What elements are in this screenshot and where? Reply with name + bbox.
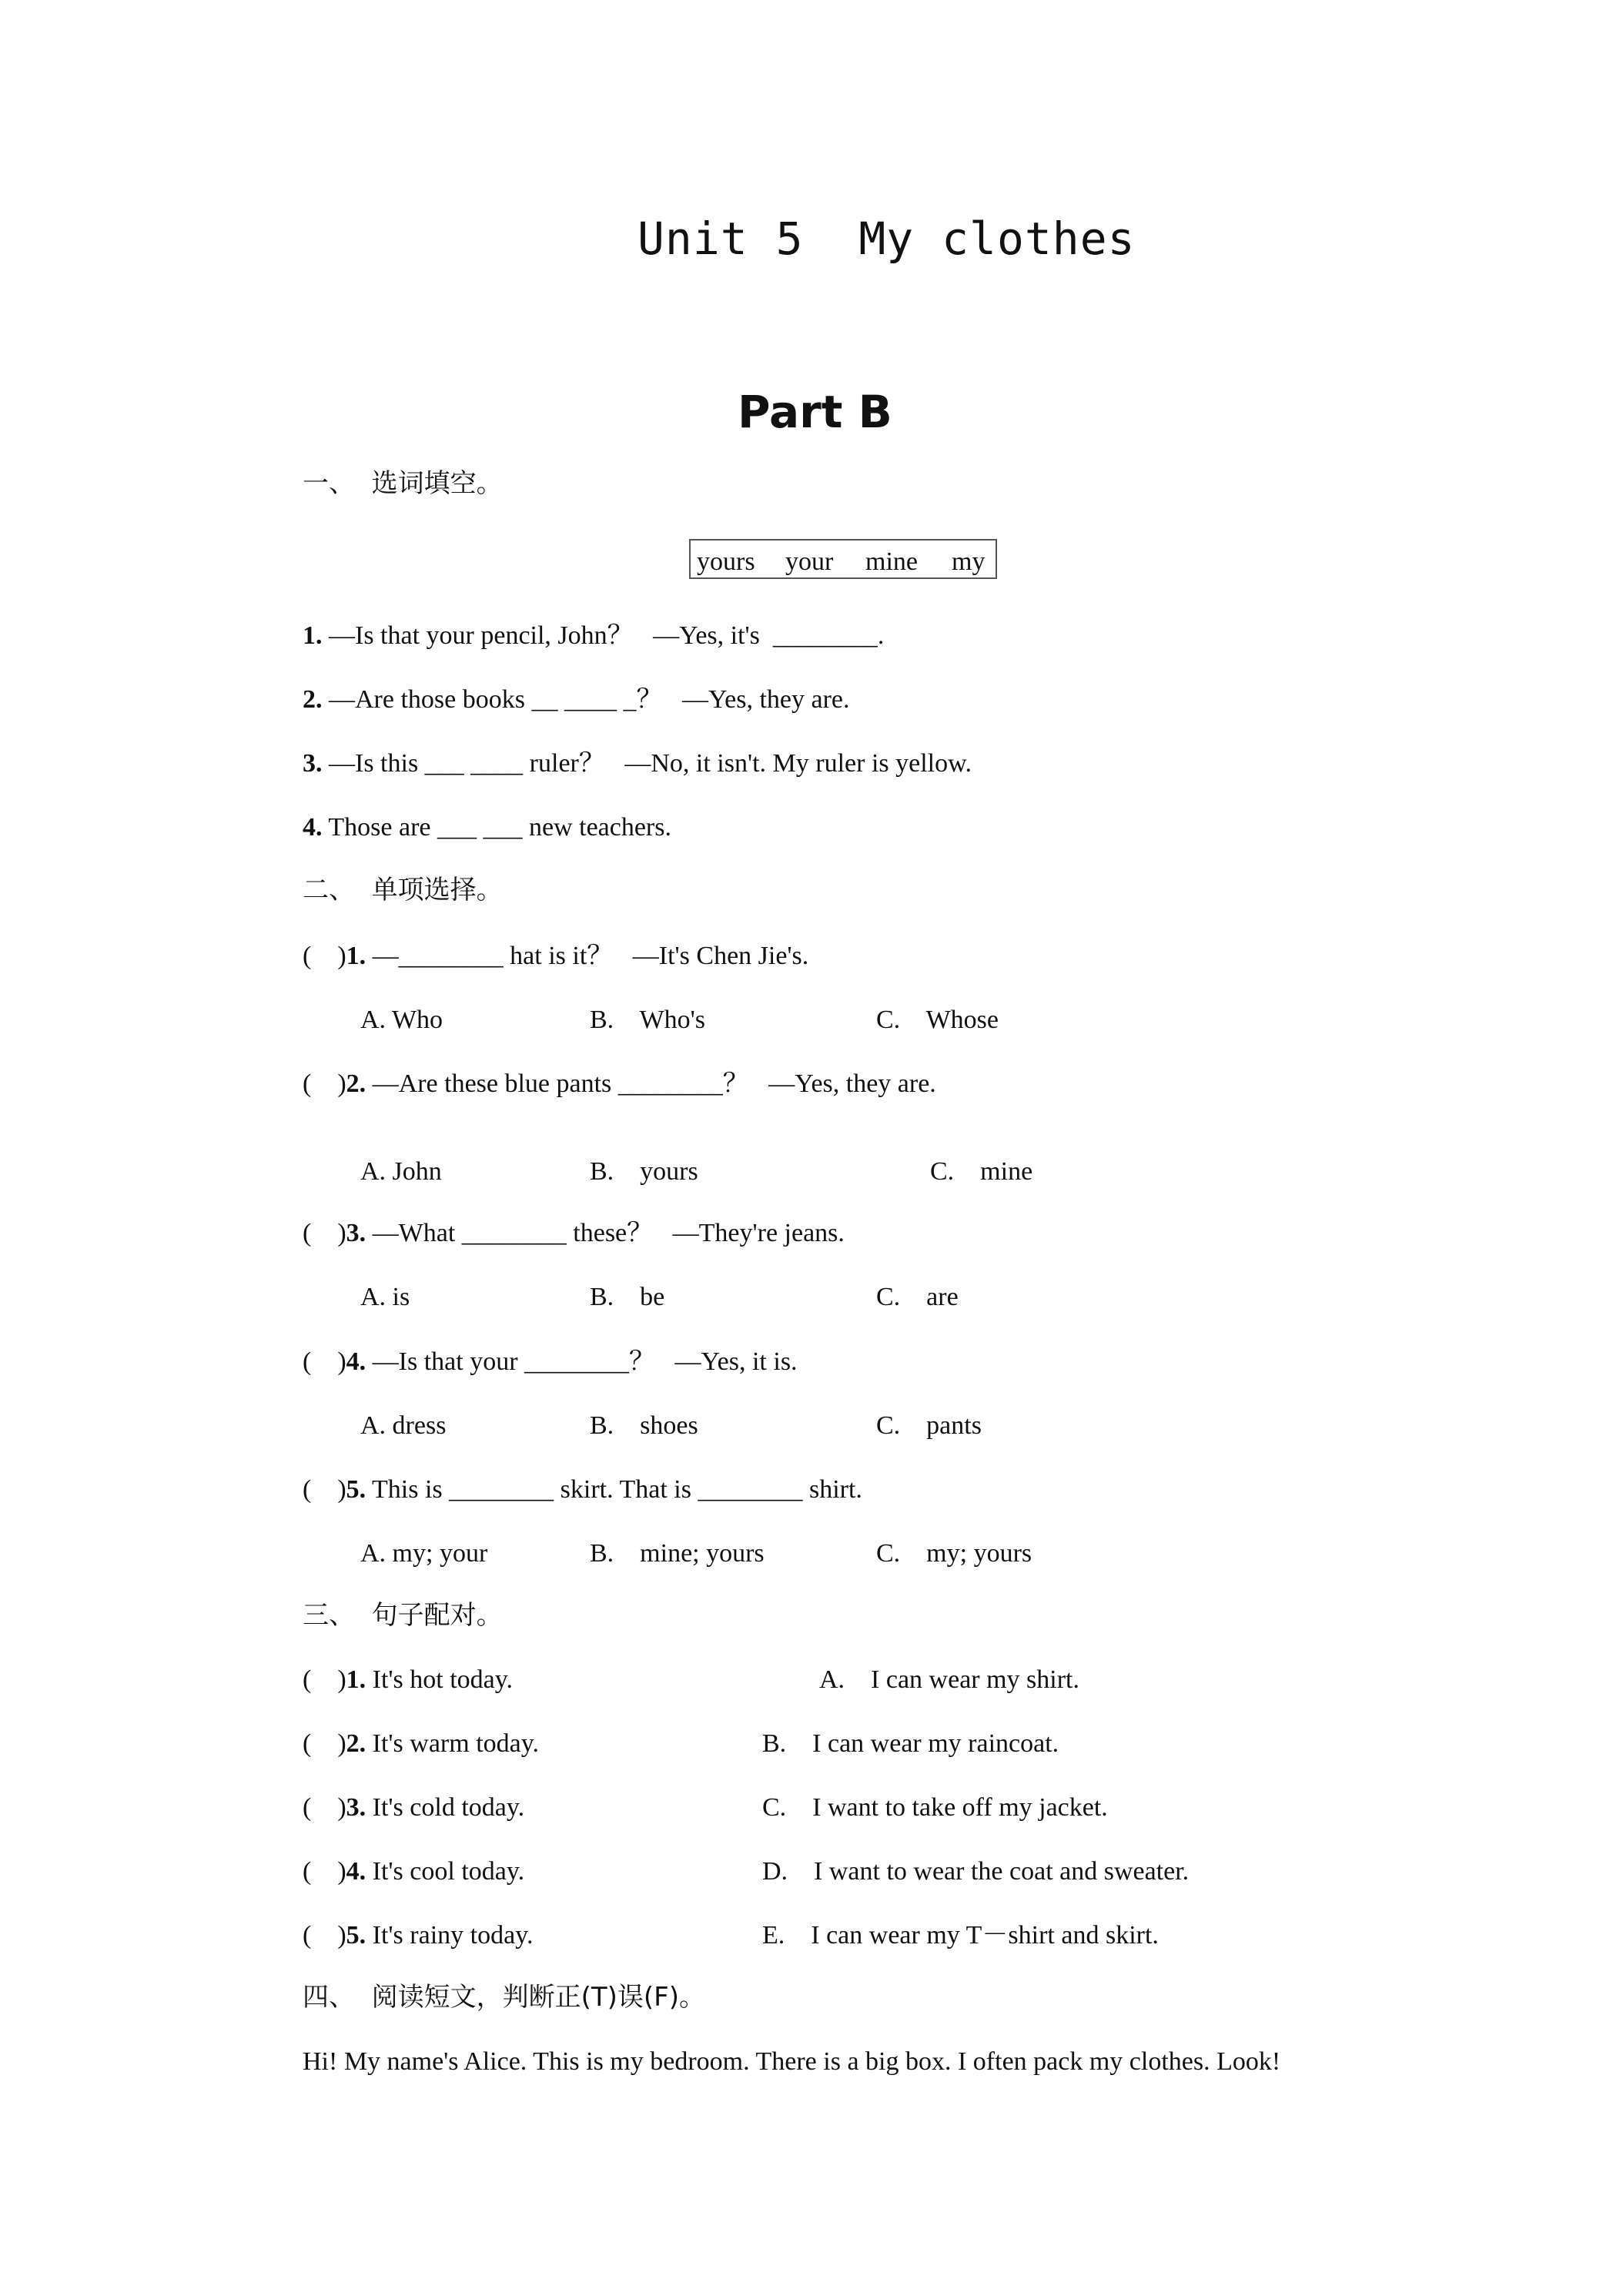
match-question-3 bbox=[303, 1792, 524, 1823]
question-text: Those are ___ ___ new teachers. bbox=[322, 813, 671, 842]
question-text: —________ hat is it？ —It's Chen Jie's. bbox=[366, 942, 809, 970]
mcq-option-b: B. shoes bbox=[590, 1411, 698, 1440]
question-text: —What ________ these？ —They're jeans. bbox=[366, 1219, 845, 1247]
question-number: 3. bbox=[303, 749, 323, 778]
reading-passage: Hi! My name's Alice. This is my bedroom. There is a big box. I often pack my clothes. Look! bbox=[303, 2047, 1281, 2076]
question-number: 5. bbox=[346, 1921, 366, 1950]
mcq-option-b: B. yours bbox=[590, 1157, 698, 1186]
mcq-option-a: A. John bbox=[360, 1157, 442, 1186]
match-question-4 bbox=[303, 1856, 524, 1887]
word-bank-box bbox=[689, 539, 997, 579]
mcq-option-b: B. mine; yours bbox=[590, 1539, 765, 1568]
section-heading-reading: 四、 阅读短文，判断正(T)误(F)。 bbox=[303, 1982, 705, 2013]
question-text: It's cold today. bbox=[366, 1793, 525, 1822]
question-text: —Are those books __ ____ _？ —Yes, they are. bbox=[322, 685, 850, 714]
answer-blank: ( ) bbox=[303, 1665, 346, 1694]
question-number: 1. bbox=[346, 1665, 366, 1694]
match-question-2 bbox=[303, 1729, 539, 1759]
question-number: 2. bbox=[303, 685, 323, 714]
mcq-question-1 bbox=[303, 941, 808, 972]
question-number: 4. bbox=[303, 813, 323, 842]
answer-blank: ( ) bbox=[303, 1857, 346, 1886]
question-text: It's warm today. bbox=[366, 1729, 540, 1758]
word-bank-item: my bbox=[952, 547, 986, 576]
word-bank-item: yours bbox=[697, 547, 755, 576]
question-text: It's hot today. bbox=[366, 1665, 514, 1694]
section-heading-fill-blanks: 一、 选词填空。 bbox=[303, 468, 503, 499]
part-heading: Part B bbox=[738, 386, 892, 438]
question-text: —Is this ___ ____ ruler？ —No, it isn't. My ruler is yellow. bbox=[322, 749, 972, 778]
question-number: 1. bbox=[303, 621, 323, 650]
fill-question-1 bbox=[303, 621, 884, 651]
question-text: It's cool today. bbox=[366, 1857, 525, 1886]
question-number: 4. bbox=[346, 1857, 366, 1886]
mcq-option-c: C. Whose bbox=[876, 1006, 999, 1034]
mcq-option-b: B. be bbox=[590, 1283, 665, 1311]
answer-blank: ( ) bbox=[303, 1347, 346, 1376]
match-option-a: A. I can wear my shirt. bbox=[819, 1665, 1080, 1694]
fill-question-2 bbox=[303, 684, 849, 715]
page-title: Unit 5 My clothes bbox=[637, 213, 1136, 265]
answer-blank: ( ) bbox=[303, 1069, 346, 1098]
match-option-e: E. I can wear my T－shirt and skirt. bbox=[762, 1921, 1159, 1950]
question-number: 1. bbox=[346, 942, 366, 970]
match-option-d: D. I want to wear the coat and sweater. bbox=[762, 1857, 1190, 1886]
mcq-option-c: C. my; yours bbox=[876, 1539, 1032, 1568]
match-option-b: B. I can wear my raincoat. bbox=[762, 1729, 1059, 1758]
word-bank-item: mine bbox=[865, 547, 918, 576]
fill-question-4 bbox=[303, 812, 671, 843]
section-heading-multiple-choice: 二、 单项选择。 bbox=[303, 875, 503, 905]
answer-blank: ( ) bbox=[303, 1219, 346, 1247]
mcq-question-5 bbox=[303, 1474, 862, 1505]
fill-question-3 bbox=[303, 748, 972, 779]
mcq-option-c: C. are bbox=[876, 1283, 959, 1311]
question-text: —Are these blue pants ________？ —Yes, they are. bbox=[366, 1069, 936, 1098]
mcq-question-3 bbox=[303, 1218, 845, 1249]
question-number: 3. bbox=[346, 1793, 366, 1822]
answer-blank: ( ) bbox=[303, 942, 346, 970]
answer-blank: ( ) bbox=[303, 1793, 346, 1822]
question-text: It's rainy today. bbox=[366, 1921, 534, 1950]
answer-blank: ( ) bbox=[303, 1475, 346, 1504]
match-option-c: C. I want to take off my jacket. bbox=[762, 1793, 1108, 1822]
question-text: —Is that your pencil, John？ —Yes, it's ________. bbox=[322, 621, 885, 650]
answer-blank: ( ) bbox=[303, 1921, 346, 1950]
question-number: 3. bbox=[346, 1219, 366, 1247]
question-number: 4. bbox=[346, 1347, 366, 1376]
match-question-5 bbox=[303, 1920, 533, 1951]
mcq-option-b: B. Who's bbox=[590, 1006, 706, 1034]
match-question-1 bbox=[303, 1665, 513, 1695]
question-number: 2. bbox=[346, 1729, 366, 1758]
mcq-question-4 bbox=[303, 1347, 798, 1377]
section-heading-matching: 三、 句子配对。 bbox=[303, 1600, 503, 1631]
mcq-option-c: C. mine bbox=[930, 1157, 1033, 1186]
word-bank-item: your bbox=[785, 547, 834, 576]
question-text: This is ________ skirt. That is ________ shirt. bbox=[366, 1475, 862, 1504]
mcq-option-a: A. my; your bbox=[360, 1539, 488, 1568]
mcq-option-c: C. pants bbox=[876, 1411, 982, 1440]
mcq-option-a: A. dress bbox=[360, 1411, 447, 1440]
mcq-option-a: A. is bbox=[360, 1283, 410, 1311]
question-text: —Is that your ________？ —Yes, it is. bbox=[366, 1347, 798, 1376]
question-number: 5. bbox=[346, 1475, 366, 1504]
mcq-option-a: A. Who bbox=[360, 1006, 443, 1034]
mcq-question-2 bbox=[303, 1069, 936, 1099]
answer-blank: ( ) bbox=[303, 1729, 346, 1758]
question-number: 2. bbox=[346, 1069, 366, 1098]
